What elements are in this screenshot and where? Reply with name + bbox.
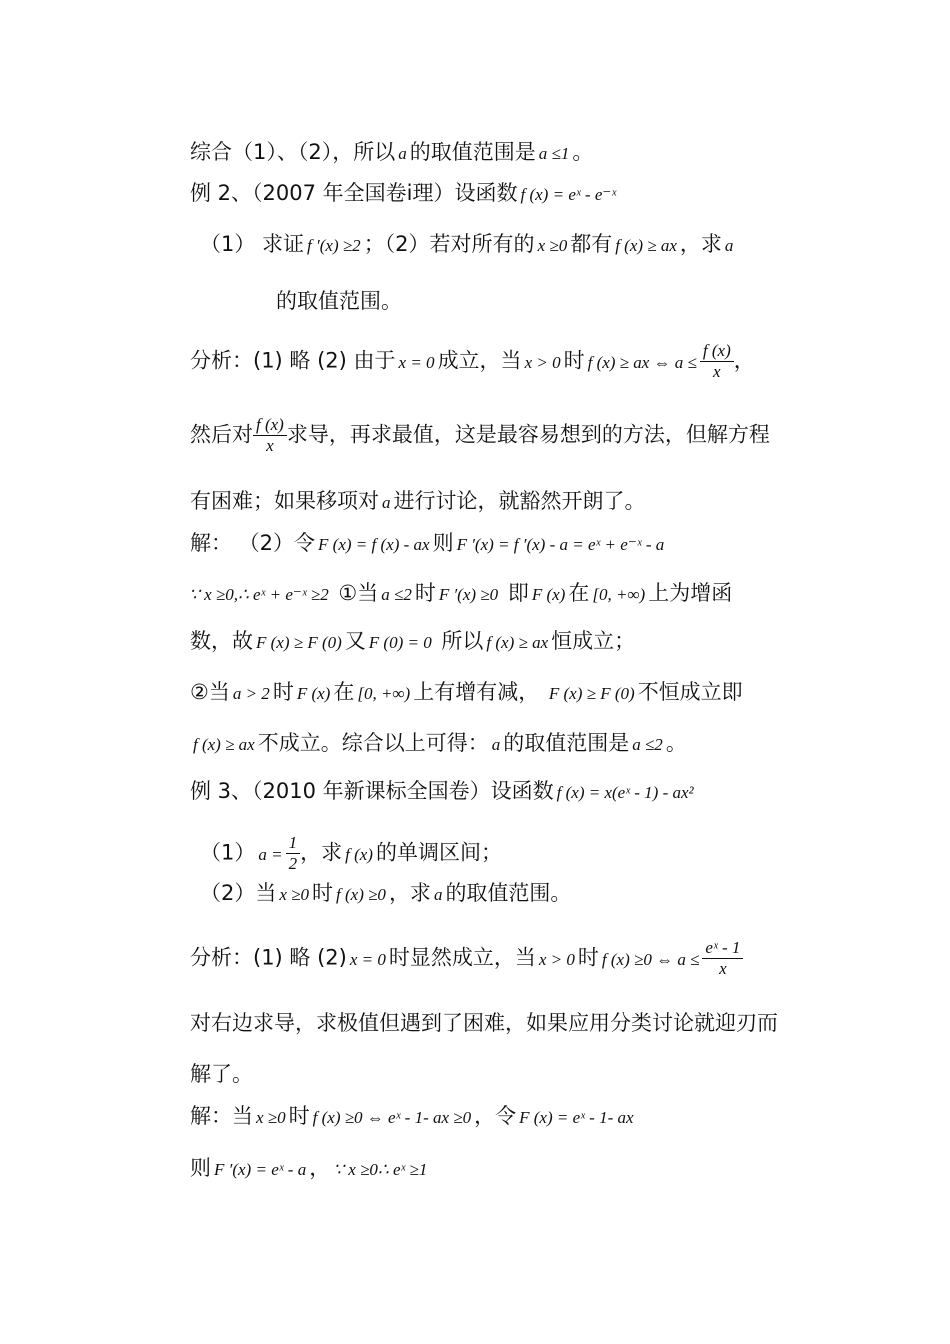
text-line	[200, 833, 502, 874]
math-expression: a ≤2	[381, 585, 412, 604]
math-expression: a ≤1	[538, 144, 570, 163]
math-expression: F (x)	[296, 684, 331, 703]
text-line	[190, 1008, 778, 1038]
math-expression: ∵ x ≥0,∴ eˣ + e⁻ˣ ≥2	[189, 585, 329, 604]
text-run: 上有增有减，	[413, 680, 546, 704]
text-run: ，求	[388, 881, 431, 905]
text-run: 在	[568, 581, 590, 605]
fraction-numerator: f (x)	[700, 341, 734, 362]
math-expression: f ′(x) ≥2	[307, 236, 361, 255]
text-run: 求导，再求最值，这是最容易想到的方法，但解方程	[286, 422, 770, 447]
text-run: 例 2、（2007 年全国卷ⅰ理）设函数	[190, 181, 518, 205]
fraction-denominator: 2	[288, 854, 298, 873]
math-expression: a	[382, 493, 391, 512]
text-line	[190, 137, 593, 169]
math-expression: F (x) = eˣ - 1- ax	[519, 1108, 634, 1127]
math-expression: f (x) ≥ ax ⇔ a ≤	[587, 352, 697, 372]
math-expression: F (x)	[531, 585, 566, 604]
math-expression: a	[433, 885, 443, 904]
text-run: 时	[288, 1104, 310, 1128]
text-line	[190, 528, 667, 560]
math-expression: a > 2	[232, 684, 270, 703]
math-expression: x ≥0	[537, 236, 568, 255]
text-run: 数，故	[190, 629, 253, 653]
math-expression: a	[724, 236, 734, 255]
math-expression: x = 0	[349, 949, 386, 969]
fraction	[286, 833, 301, 874]
text-run: 的取值范围是	[503, 731, 630, 755]
text-run: 解：当	[190, 1104, 253, 1128]
text-line	[200, 878, 571, 910]
text-run: 即	[501, 581, 529, 605]
text-run: 时显然成立，当	[388, 945, 536, 970]
math-expression: x ≥0	[256, 1108, 286, 1127]
text-run: 。	[665, 731, 687, 755]
text-run: 时	[272, 680, 294, 704]
text-run: （1） 求证	[200, 232, 305, 256]
text-run: 成立，当	[437, 348, 522, 373]
text-run: （2）当	[200, 881, 277, 905]
text-line	[186, 578, 732, 610]
fraction	[702, 938, 743, 979]
text-run: ②当	[190, 680, 230, 704]
text-run: 不恒成立即	[637, 680, 743, 704]
text-run: ，	[733, 348, 755, 373]
math-expression: a	[491, 735, 501, 754]
math-expression: x > 0	[524, 352, 561, 372]
math-expression: x ≥0	[279, 885, 310, 904]
math-expression: f (x) ≥0 ⇔ eˣ - 1- ax ≥0	[312, 1108, 472, 1127]
text-run: （1）	[200, 840, 256, 865]
text-line	[276, 286, 402, 316]
text-run: 的取值范围。	[276, 289, 402, 313]
text-run: 。	[572, 140, 594, 164]
text-run: 所以	[434, 629, 484, 653]
text-run: 的取值范围是	[409, 140, 536, 164]
text-run: ；（2）若对所有的	[363, 232, 535, 256]
math-expression: x = 0	[398, 352, 435, 372]
text-run: 进行讨论，就豁然开朗了。	[393, 489, 646, 513]
fraction-numerator: eˣ - 1	[702, 938, 743, 959]
text-line	[190, 728, 687, 760]
text-run: 上为增函	[648, 581, 733, 605]
text-run: 时	[312, 881, 334, 905]
text-line	[190, 626, 635, 658]
math-expression: F (x) ≥ F (0)	[256, 633, 342, 652]
text-run: 时	[563, 348, 585, 373]
text-run: 的单调区间；	[375, 840, 502, 865]
text-run: 恒成立；	[551, 629, 636, 653]
math-expression: F (0) = 0	[368, 633, 432, 652]
math-expression: ∵ x ≥0∴ eˣ ≥1	[333, 1160, 428, 1179]
text-line	[190, 938, 743, 979]
math-expression: F ′(x) ≥0	[438, 585, 499, 604]
fraction-numerator: 1	[286, 833, 301, 854]
text-line	[200, 229, 736, 261]
math-expression: a =	[258, 844, 283, 864]
math-expression: a	[398, 144, 407, 163]
text-run: 解了。	[190, 1062, 253, 1086]
text-run: 又	[344, 629, 366, 653]
text-line	[190, 677, 743, 709]
text-line	[190, 486, 646, 518]
text-run: 在	[333, 680, 355, 704]
text-run: ，	[309, 1156, 331, 1180]
text-run: 则	[432, 531, 454, 555]
math-expression: f (x)	[345, 844, 373, 864]
fraction	[700, 341, 734, 382]
text-run: 综合（1）、（2），所以	[190, 140, 396, 164]
text-line	[190, 178, 619, 210]
math-expression: F ′(x) = eˣ - a	[214, 1160, 307, 1179]
math-expression: a ≤2	[632, 735, 663, 754]
math-expression: [0, +∞)	[357, 684, 411, 703]
text-run: 然后对	[190, 422, 253, 447]
text-run: 对右边求导，求极值但遇到了困难，如果应用分类讨论就迎刃而	[190, 1011, 778, 1035]
math-expression: f (x) ≥0 ⇔ a ≤	[601, 949, 700, 969]
math-expression: f (x) ≥ ax	[615, 236, 677, 255]
math-expression: F (x) = f (x) - ax	[318, 535, 430, 554]
text-run: ，求	[679, 232, 722, 256]
text-line	[190, 1059, 253, 1089]
text-line	[190, 1153, 430, 1185]
text-run: 例 3、（2010 年新课标全国卷）设函数	[190, 779, 554, 803]
math-expression: f (x) = x(eˣ - 1) - ax²	[556, 783, 694, 802]
text-run: 不成立。综合以上可得：	[257, 731, 489, 755]
text-line	[190, 415, 770, 456]
math-expression: f (x) ≥ ax	[193, 735, 255, 754]
fraction-denominator: x	[719, 959, 727, 978]
text-run: 解： （2）令	[190, 531, 316, 555]
text-run: 则	[190, 1156, 211, 1180]
math-expression: f (x) = eˣ - e⁻ˣ	[520, 185, 617, 204]
text-run: ①当	[331, 581, 379, 605]
fraction-denominator: x	[713, 362, 721, 381]
text-run: ，令	[474, 1104, 517, 1128]
text-run: 有困难；如果移项对	[190, 489, 379, 513]
text-run: 时	[577, 945, 599, 970]
math-expression: F ′(x) = f ′(x) - a = eˣ + e⁻ˣ - a	[456, 535, 665, 554]
text-line	[190, 776, 697, 808]
fraction-denominator: x	[266, 436, 274, 455]
math-expression: [0, +∞)	[592, 585, 646, 604]
fraction	[253, 415, 287, 456]
text-run: 都有	[570, 232, 613, 256]
text-run: ，求	[300, 840, 343, 865]
text-run: 分析：(1) 略 (2) 由于	[190, 348, 396, 373]
fraction-numerator: f (x)	[253, 415, 287, 436]
text-line	[190, 1101, 637, 1133]
math-expression: F (x) ≥ F (0)	[548, 684, 635, 703]
text-line	[190, 341, 755, 382]
math-expression: x > 0	[538, 949, 575, 969]
text-run: 的取值范围。	[445, 881, 572, 905]
math-expression: f (x) ≥0	[336, 885, 386, 904]
math-expression: f (x) ≥ ax	[486, 633, 549, 652]
text-run: 时	[414, 581, 436, 605]
text-run: 分析：(1) 略 (2)	[190, 945, 347, 970]
